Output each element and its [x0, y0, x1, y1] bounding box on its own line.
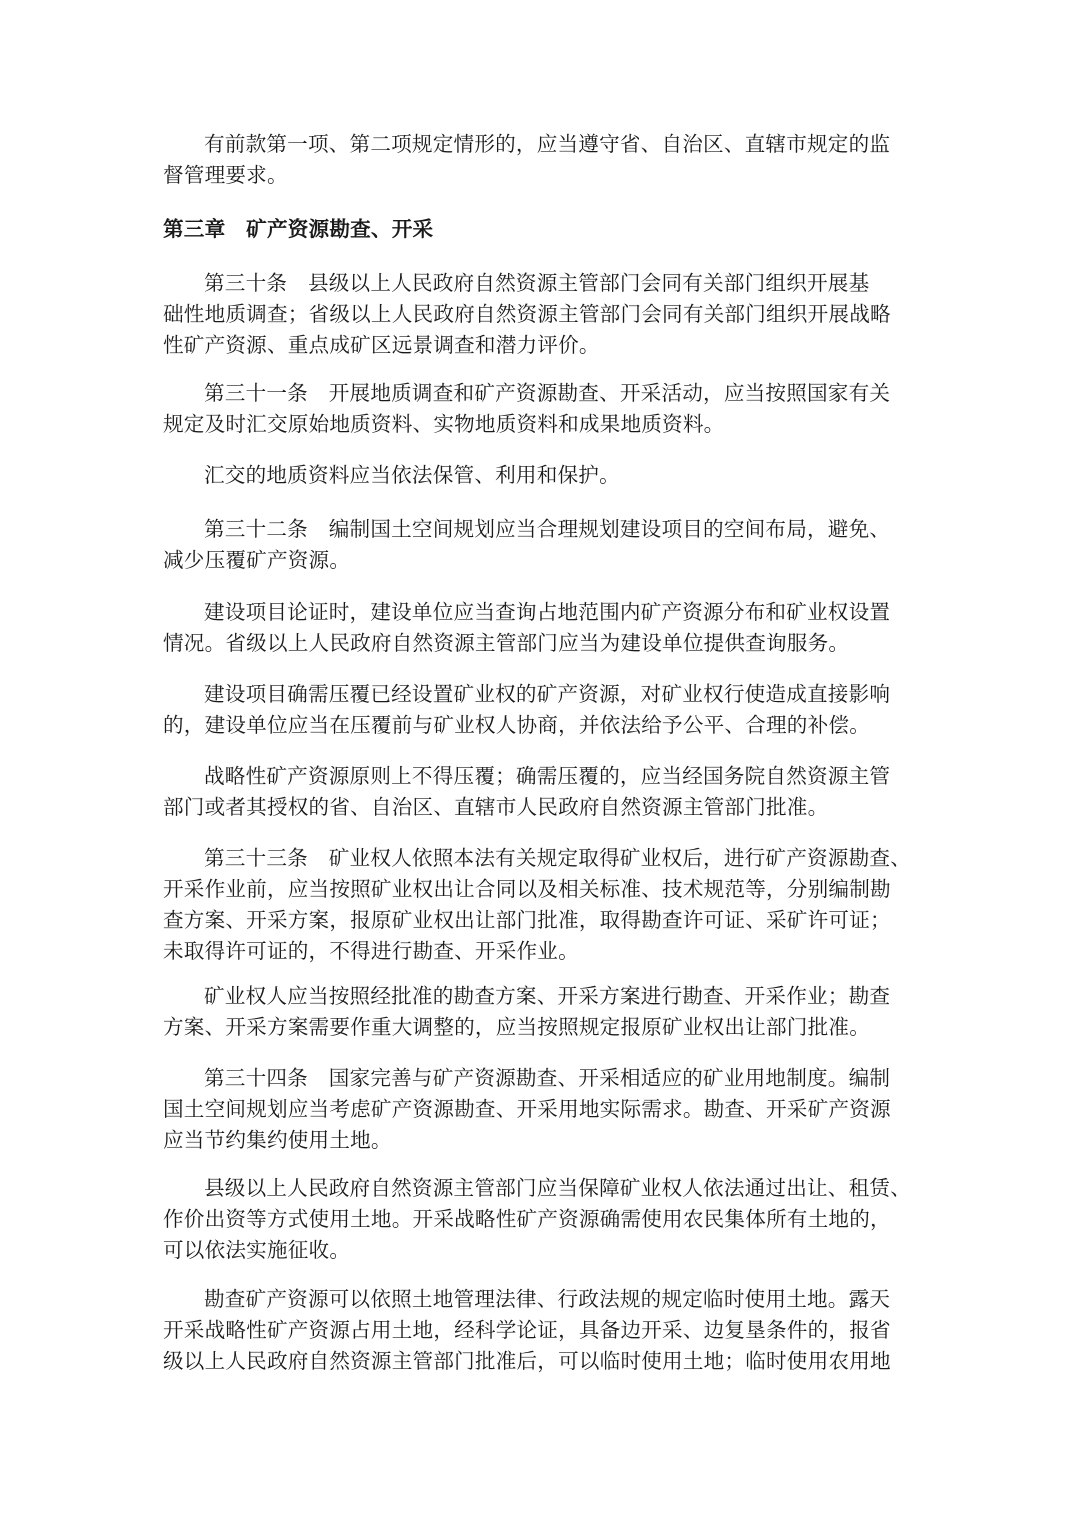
article-32-paragraph-2: 建设项目论证时，建设单位应当查询占地范围内矿产资源分布和矿业权设置 情况。省级以上人民政府自然资源主管部门应当为建设单位提供查询服务。 — [163, 600, 891, 655]
article-33-paragraph-2: 矿业权人应当按照经批准的勘查方案、开采方案进行勘查、开采作业；勘查 方案、开采方案需要作重大调整的，应当按照规定报原矿业权出让部门批准。 — [163, 984, 891, 1039]
article-32-paragraph-4: 战略性矿产资源原则上不得压覆；确需压覆的，应当经国务院自然资源主管 部门或者其授权的省、自治区、直辖市人民政府自然资源主管部门批准。 — [163, 764, 891, 819]
article-33: 第三十三条 矿业权人依照本法有关规定取得矿业权后，进行矿产资源勘查、 开采作业前，应当按照矿业权出让合同以及相关标准、技术规范等，分别编制勘 查方案、开采方案，报原矿业权出让部门批准，取得勘查许可证、采矿许可证； 未取得许可证的，不得进行勘查、开采作业。 — [163, 846, 911, 963]
article-34-paragraph-2: 县级以上人民政府自然资源主管部门应当保障矿业权人依法通过出让、租赁、 作价出资等方式使用土地。开采战略性矿产资源确需使用农民集体所有土地的， 可以依法实施征收。 — [163, 1176, 911, 1262]
article-31: 第三十一条 开展地质调查和矿产资源勘查、开采活动，应当按照国家有关 规定及时汇交原始地质资料、实物地质资料和成果地质资料。 — [163, 381, 891, 436]
article-34: 第三十四条 国家完善与矿产资源勘查、开采相适应的矿业用地制度。编制 国土空间规划应当考虑矿产资源勘查、开采用地实际需求。勘查、开采矿产资源 应当节约集约使用土地。 — [163, 1066, 891, 1152]
article-30: 第三十条 县级以上人民政府自然资源主管部门会同有关部门组织开展基 础性地质调查；省级以上人民政府自然资源主管部门会同有关部门组织开展战略 性矿产资源、重点成矿区远景调查和潜力评价。 — [163, 271, 891, 357]
paragraph-supervision-requirements: 有前款第一项、第二项规定情形的，应当遵守省、自治区、直辖市规定的监 督管理要求。 — [163, 132, 891, 187]
article-31-paragraph-2: 汇交的地质资料应当依法保管、利用和保护。 — [204, 463, 620, 487]
article-34-paragraph-3: 勘查矿产资源可以依照土地管理法律、行政法规的规定临时使用土地。露天 开采战略性矿产资源占用土地，经科学论证，具备边开采、边复垦条件的，报省 级以上人民政府自然资源主管部门批准后，可以临时使用土地；临时使用农用地 — [163, 1287, 891, 1373]
article-32: 第三十二条 编制国土空间规划应当合理规划建设项目的空间布局，避免、 减少压覆矿产资源。 — [163, 517, 891, 572]
chapter-heading: 第三章 矿产资源勘查、开采 — [163, 217, 434, 241]
article-32-paragraph-3: 建设项目确需压覆已经设置矿业权的矿产资源，对矿业权行使造成直接影响 的，建设单位应当在压覆前与矿业权人协商，并依法给予公平、合理的补偿。 — [163, 682, 891, 737]
